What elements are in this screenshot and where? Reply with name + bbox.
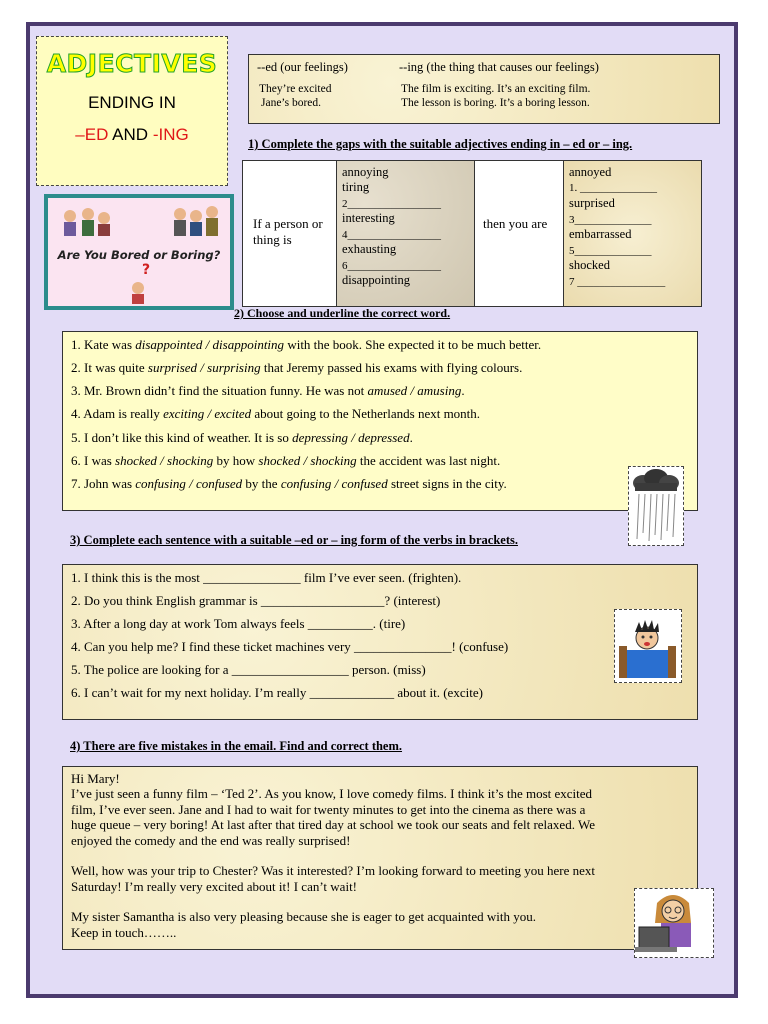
email-line-9: Keep in touch…….. bbox=[71, 925, 177, 940]
ing-gap-6: 6_________________ bbox=[342, 260, 441, 272]
gaps-middle-label: then you are bbox=[483, 216, 548, 231]
girl-with-laptop-icon bbox=[634, 888, 714, 958]
ed-word-3: embarrassed bbox=[569, 227, 632, 241]
gaps-ed-cell bbox=[564, 161, 701, 306]
bored-or-boring-image bbox=[44, 194, 234, 310]
email-line-5: enjoyed the comedy and the end was really surprised! bbox=[71, 833, 351, 848]
email-line-4: huge queue – very boring! At last after that tired day at school we took our seats and felt relaxed. We bbox=[71, 817, 595, 832]
svg-text:?: ? bbox=[142, 262, 151, 278]
ing-word-4: exhausting bbox=[342, 242, 397, 256]
section2-sentence-1: 1. Kate was disappointed / disappointing with the book. She expected it to be much better. bbox=[71, 337, 542, 352]
section2-sentence-3: 3. Mr. Brown didn’t find the situation funny. He was not amused / amusing. bbox=[71, 383, 465, 398]
feelings-col1-row-2: Jane’s bored. bbox=[261, 97, 322, 109]
title-ending-in: ENDING IN bbox=[88, 93, 176, 112]
section3-sentence-5: 5. The police are looking for a __________________ person. (miss) bbox=[71, 662, 426, 677]
section2-sentence-6: 6. I was shocked / shocking by how shocked / shocking the accident was last night. bbox=[71, 453, 501, 468]
section3-sentence-4: 4. Can you help me? I find these ticket machines very _______________! (confuse) bbox=[71, 639, 509, 654]
section3-sentence-1: 1. I think this is the most _______________ film I’ve ever seen. (frighten). bbox=[71, 570, 462, 585]
email-line-6: Well, how was your trip to Chester? Was it interested? I’m looking forward to meeting you here next bbox=[71, 863, 596, 878]
ing-gap-4: 4_________________ bbox=[342, 229, 441, 241]
title-and: AND bbox=[112, 125, 149, 144]
bored-or-boring-caption: Are You Bored or Boring? bbox=[57, 248, 221, 262]
title-ed-and-ing bbox=[37, 125, 227, 145]
section2-box bbox=[62, 331, 698, 511]
section2-heading: 2) Choose and underline the correct word. bbox=[234, 306, 451, 320]
ed-word-1: annoyed bbox=[569, 165, 612, 179]
title-box bbox=[36, 36, 228, 186]
gaps-ing-cell bbox=[337, 161, 475, 306]
ed-word-2: surprised bbox=[569, 196, 615, 210]
section3-sentence-6: 6. I can’t wait for my next holiday. I’m really _____________ about it. (excite) bbox=[71, 685, 483, 700]
title-ed: –ED bbox=[75, 125, 109, 144]
ed-gap-5: 5______________ bbox=[569, 245, 652, 257]
ed-gap-7: 7 ________________ bbox=[569, 276, 666, 288]
section2-sentence-5: 5. I don’t like this kind of weather. It is so depressing / depressed. bbox=[71, 430, 413, 445]
feelings-col2-row-1: The film is exciting. It’s an exciting film. bbox=[401, 83, 591, 95]
title-adjectives: ADJECTIVES bbox=[46, 49, 218, 78]
section2-sentence-7: 7. John was confusing / confused by the confusing / confused street signs in the city. bbox=[71, 476, 507, 491]
ing-gap-2: 2_________________ bbox=[342, 198, 441, 210]
gaps-middle-cell bbox=[475, 161, 564, 306]
section3-sentence-2: 2. Do you think English grammar is ___________________? (interest) bbox=[71, 593, 441, 608]
feelings-col2-row-2: The lesson is boring. It’s a boring lesson. bbox=[401, 97, 590, 109]
gaps-left-label: If a person or thing is bbox=[253, 216, 323, 247]
ing-word-5: disappointing bbox=[342, 273, 411, 287]
section3-sentence-3: 3. After a long day at work Tom always feels __________. (tire) bbox=[71, 616, 406, 631]
gaps-table bbox=[242, 160, 702, 307]
section2-sentence-2: 2. It was quite surprised / surprising that Jeremy passed his exams with flying colours. bbox=[71, 360, 523, 375]
feelings-table bbox=[248, 54, 720, 124]
email-line-3: film, I’ve ever seen. Jane and I had to wait for twenty minutes to get into the cinema as there was a bbox=[71, 802, 586, 817]
ing-word-1: annoying bbox=[342, 165, 389, 179]
title-ing: -ING bbox=[152, 125, 189, 144]
email-line-7: Saturday! I’m really very excited about it! I can’t wait! bbox=[71, 879, 358, 894]
ed-gap-3: 3______________ bbox=[569, 214, 652, 226]
rain-cloud-icon bbox=[628, 466, 684, 546]
section2-sentence-4: 4. Adam is really exciting / excited about going to the Netherlands next month. bbox=[71, 406, 481, 421]
email-line-2: I’ve just seen a funny film – ‘Ted 2’. As you know, I love comedy films. I think it’s the most excited bbox=[71, 786, 593, 801]
section3-heading: 3) Complete each sentence with a suitable –ed or – ing form of the verbs in brackets. bbox=[70, 533, 518, 547]
email-line-1: Hi Mary! bbox=[71, 771, 120, 786]
section3-box bbox=[62, 564, 698, 720]
email-box bbox=[62, 766, 698, 950]
section1-heading: 1) Complete the gaps with the suitable adjectives ending in – ed or – ing. bbox=[248, 137, 633, 151]
gaps-left-cell bbox=[243, 161, 337, 306]
feelings-col1-row-1: They’re excited bbox=[259, 83, 332, 95]
feelings-col1-header: --ed (our feelings) bbox=[257, 60, 348, 74]
section4-heading: 4) There are five mistakes in the email. Find and correct them. bbox=[70, 739, 403, 753]
ing-word-3: interesting bbox=[342, 211, 395, 225]
ing-word-2: tiring bbox=[342, 180, 370, 194]
tired-kid-in-bed-icon bbox=[614, 609, 682, 683]
feelings-col2-header: --ing (the thing that causes our feelings) bbox=[399, 60, 599, 74]
ed-word-4: shocked bbox=[569, 258, 610, 272]
ed-gap-1: 1. ______________ bbox=[569, 182, 657, 194]
email-line-8: My sister Samantha is also very pleasing because she is eager to get acquainted with you. bbox=[71, 909, 536, 924]
